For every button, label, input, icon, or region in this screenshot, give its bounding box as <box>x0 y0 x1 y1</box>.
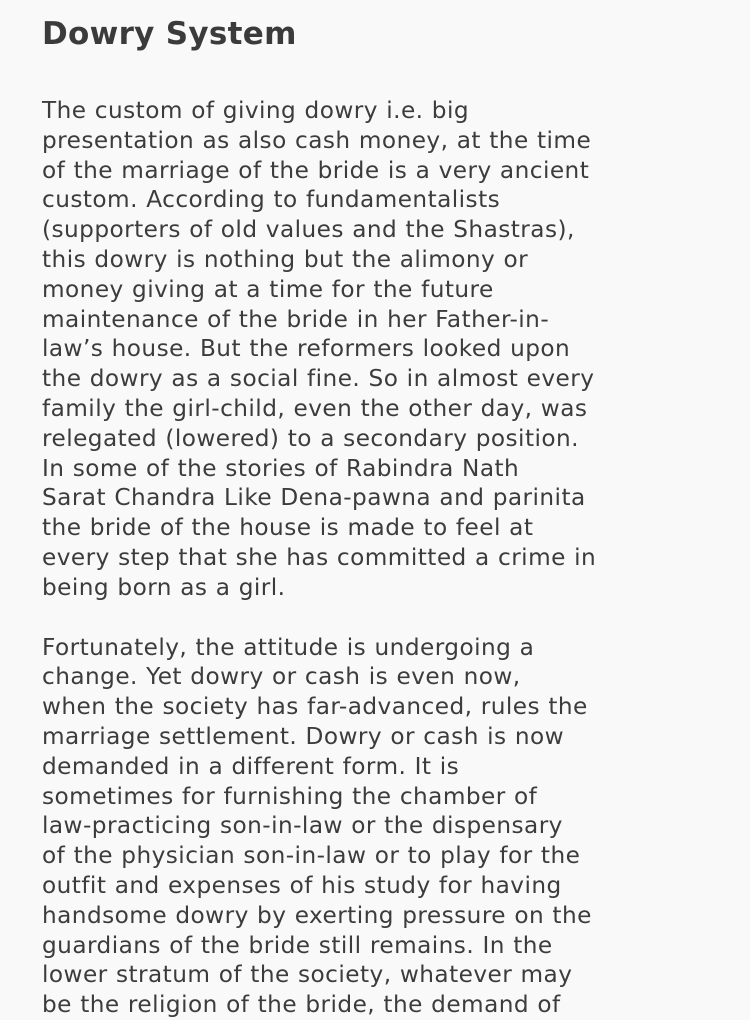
paragraph-2 <box>42 633 726 1020</box>
paragraph-line: being born as a girl. <box>42 573 286 601</box>
paragraph-line: the dowry as a social fine. So in almost every <box>42 365 595 393</box>
article-body <box>42 96 726 1020</box>
paragraph-line: presentation as also cash money, at the time <box>42 126 592 154</box>
paragraph-line: of the marriage of the bride is a very ancient <box>42 156 590 184</box>
paragraph-line: guardians of the bride still remains. In the <box>42 931 553 959</box>
paragraph-line: change. Yet dowry or cash is even now, <box>42 663 521 691</box>
paragraph-line: marriage settlement. Dowry or cash is now <box>42 722 565 750</box>
paragraph-line: this dowry is nothing but the alimony or <box>42 245 529 273</box>
paragraph-line: every step that she has committed a crime in <box>42 543 597 571</box>
paragraph-line: custom. According to fundamentalists <box>42 186 501 214</box>
paragraph-line: law-practicing son-in-law or the dispensary <box>42 812 563 840</box>
paragraph-line: outfit and expenses of his study for having <box>42 871 562 899</box>
paragraph-line: The custom of giving dowry i.e. big <box>42 97 470 124</box>
paragraph-1 <box>42 96 726 603</box>
paragraph-line: family the girl-child, even the other day, was <box>42 394 588 422</box>
paragraph-line: relegated (lowered) to a secondary position. <box>42 424 579 452</box>
paragraph-line: demanded in a different form. It is <box>42 752 460 780</box>
paragraph-line: maintenance of the bride in her Father-in- <box>42 305 550 333</box>
paragraph-line: of the physician son-in-law or to play for the <box>42 842 581 870</box>
paragraph-line: money giving at a time for the future <box>42 275 494 303</box>
paragraph-line: lower stratum of the society, whatever may <box>42 961 573 989</box>
paragraph-line: be the religion of the bride, the demand of <box>42 991 561 1019</box>
paragraph-line: (supporters of old values and the Shastras), <box>42 216 575 244</box>
paragraph-line: law’s house. But the reformers looked upon <box>42 335 571 363</box>
paragraph-line: the bride of the house is made to feel at <box>42 514 534 542</box>
paragraph-line: Sarat Chandra Like Dena-pawna and parinita <box>42 484 586 512</box>
paragraph-line: when the society has far-advanced, rules the <box>42 693 588 721</box>
document-title: Dowry System <box>42 16 297 52</box>
paragraph-line: handsome dowry by exerting pressure on the <box>42 901 592 929</box>
paragraph-line: Fortunately, the attitude is undergoing a <box>42 633 535 661</box>
paragraph-line: In some of the stories of Rabindra Nath <box>42 454 520 482</box>
paragraph-line: sometimes for furnishing the chamber of <box>42 782 538 810</box>
